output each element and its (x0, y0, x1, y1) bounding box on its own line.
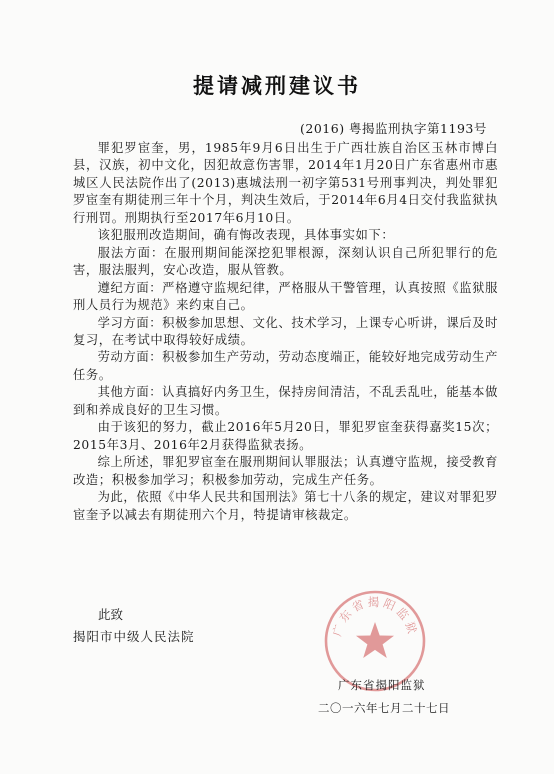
paragraph-study: 学习方面：积极参加思想、文化、技术学习，上课专心听讲，课后及时复习，在考试中取得较好成绩。 (73, 315, 498, 347)
paragraph-criminal-info: 罪犯罗宦奎，男，1985年9月6日出生于广西壮族自治区玉林市博白县，汉族，初中文化，因犯故意伤害罪，2014年1月20日广东省惠州市惠城区人民法院作出了(2013)惠城法刑一初字第531号刑事判决，判处罪犯罗宦奎有期徒刑三年十个月，判决生效后，于2014年6月4日交付我监狱执行刑罚。刑期执行至2017年6月10日。 (73, 141, 498, 225)
paragraph-discipline: 遵纪方面：严格遵守监规纪律，严格服从干警管理，认真按照《监狱服刑人员行为规范》来约束自己。 (73, 280, 498, 313)
seal-star-icon (356, 622, 394, 658)
paragraph-rewards: 由于该犯的努力，截止2016年5月20日，罪犯罗宦奎获得嘉奖15次；2015年3月、2016年2月获得监狱表扬。 (73, 420, 498, 452)
issuer: 广东省揭阳监狱 (338, 678, 426, 692)
paragraph-other: 其他方面：认真搞好内务卫生，保持房间清洁，不乱丢乱吐，能基本做到和养成良好的卫生习惯。 (73, 385, 498, 417)
paragraph-intro: 该犯服刑改造期间，确有悔改表现，具体事实如下： (97, 228, 395, 243)
paragraph-labor: 劳动方面：积极参加生产劳动，劳动态度端正，能较好地完成劳动生产任务。 (73, 350, 498, 382)
document-title: 提请减刑建议书 (193, 74, 361, 98)
document-body (73, 140, 498, 524)
paragraph-recommendation: 为此，依照《中华人民共和国刑法》第七十八条的规定，建议对罪犯罗宦奎予以减去有期徒刑六个月，特提请审核裁定。 (73, 490, 498, 522)
document-number: (2016) 粤揭监刑执字第1193号 (300, 121, 487, 136)
addressee: 揭阳市中级人民法院 (73, 629, 195, 644)
closing-block (73, 604, 195, 648)
issue-date: 二〇一六年七月二十七日 (318, 701, 450, 715)
salutation: 此致 (98, 607, 124, 622)
paragraph-law-abiding: 服法方面：在服刑期间能深挖犯罪根源，深刻认识自己所犯罪行的危害，服法服判，安心改造，服从管教。 (73, 245, 498, 278)
paragraph-summary: 综上所述，罪犯罗宦奎在服刑期间认罪服法；认真遵守监规，接受教育改造；积极参加学习；积极参加劳动，完成生产任务。 (73, 455, 498, 487)
svg-text:广东省揭阳监狱: 广东省揭阳监狱 (329, 594, 421, 638)
